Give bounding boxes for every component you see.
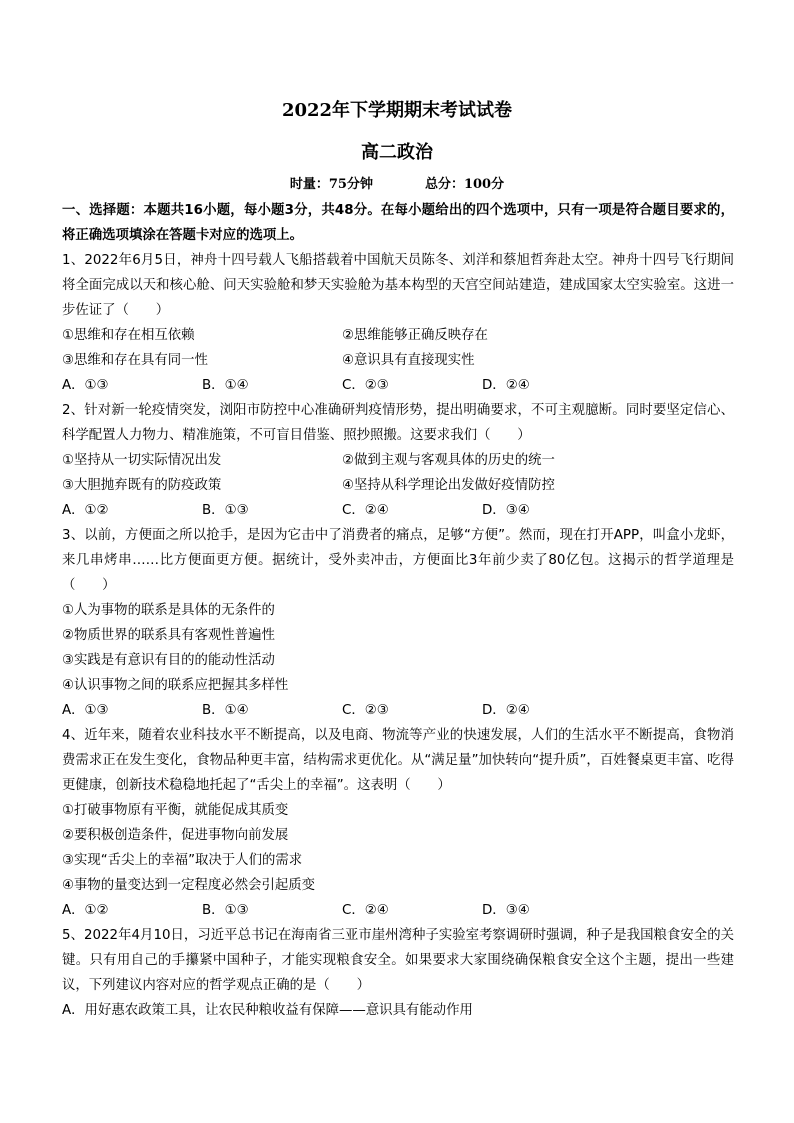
answer-choice: C．②③: [342, 378, 389, 393]
option: ③大胆抛弃既有的防疫政策: [62, 478, 222, 493]
answer-choice: B．①③: [202, 903, 249, 918]
answer-choice: A．①②: [62, 903, 109, 918]
answer-choices: [62, 373, 734, 398]
answer-choice: C．②④: [342, 503, 389, 518]
question-stem: 5、2022年4月10日，习近平总书记在海南省三亚市崖州湾种子实验室考察调研时强调，种子是我国粮食安全的关键。只有用自己的手攥紧中国种子，才能实现粮食安全。如果要求大家围绕确保粮食安全这个主题，提出一些建议，下列建议内容对应的哲学观点正确的是（ ）: [62, 928, 734, 993]
answer-choice: D．③④: [482, 503, 530, 518]
option-row: [62, 448, 734, 473]
answer-choice: B．①④: [202, 703, 249, 718]
option: ④坚持从科学理论出发做好疫情防控: [342, 478, 555, 493]
answer-choice: A．①②: [62, 503, 109, 518]
question-stem: 2、针对新一轮疫情突发，浏阳市防控中心准确研判疫情形势，提出明确要求，不可主观臆断。同时要坚定信心、科学配置人力物力、精准施策，不可盲目借鉴、照抄照搬。这要求我们（ ）: [62, 403, 734, 443]
answer-choice: A．①③: [62, 703, 109, 718]
question-stem: 3、以前，方便面之所以抢手，是因为它击中了消费者的痛点，足够“方便”。然而，现在打开APP，叫盒小龙虾，来几串烤串……比方便面更方便。据统计，受外卖冲击，方便面比3年前少卖了80亿包。这揭示的哲学道理是（ ）: [62, 528, 734, 593]
answer-choice: B．①③: [202, 503, 249, 518]
option: ④事物的量变达到一定程度必然会引起质变: [62, 878, 316, 893]
answer-choice: B．①④: [202, 378, 249, 393]
option: ①打破事物原有平衡，就能促成其质变: [62, 803, 289, 818]
subject-title: 高二政治: [361, 142, 433, 163]
exam-meta: [0, 173, 794, 192]
answer-choices: [62, 898, 734, 923]
option: ②物质世界的联系具有客观性普遍性: [62, 628, 275, 643]
option: ①坚持从一切实际情况出发: [62, 453, 222, 468]
answer-choice: D．③④: [482, 903, 530, 918]
option: ③思维和存在具有同一性: [62, 353, 208, 368]
answer-choice: D．②④: [482, 378, 530, 393]
answer-choice: A．①③: [62, 378, 109, 393]
option-row: [62, 473, 734, 498]
exam-content: [62, 198, 734, 1023]
option-row: [62, 323, 734, 348]
question-stem: 1、2022年6月5日，神舟十四号载人飞船搭载着中国航天员陈冬、刘洋和蔡旭哲奔赴太空。神舟十四号飞行期间将全面完成以天和核心舱、问天实验舱和梦天实验舱为基本构型的天宫空间站建造，建成国家太空实验室。这进一步佐证了（ ）: [62, 253, 734, 318]
option: ②思维能够正确反映存在: [342, 328, 488, 343]
option: ①思维和存在相互依赖: [62, 328, 195, 343]
total-score: 总分：100分: [424, 177, 505, 192]
question-stem: 4、近年来，随着农业科技水平不断提高，以及电商、物流等产业的快速发展，人们的生活水平不断提高，食物消费需求正在发生变化，食物品种更丰富，结构需求更优化。从“满足量”加快转向“提升质”，百姓餐桌更丰富、吃得更健康，创新技术稳稳地托起了“舌尖上的幸福”。这表明（ ）: [62, 728, 734, 793]
option: ④认识事物之间的联系应把握其多样性: [62, 678, 289, 693]
option: ②要积极创造条件，促进事物向前发展: [62, 828, 289, 843]
answer-choices: [62, 698, 734, 723]
answer-choices: [62, 498, 734, 523]
option: A．用好惠农政策工具，让农民种粮收益有保障——意识具有能动作用: [62, 1003, 473, 1018]
section-instruction: 一、选择题：本题共16小题，每小题3分，共48分。在每小题给出的四个选项中，只有一项是符合题目要求的，将正确选项填涂在答题卡对应的选项上。: [62, 203, 734, 243]
option: ④意识具有直接现实性: [342, 353, 475, 368]
answer-choice: D．②④: [482, 703, 530, 718]
exam-title: 2022年下学期期末考试试卷: [281, 100, 513, 121]
option: ②做到主观与客观具体的历史的统一: [342, 453, 555, 468]
time-limit: 时量：75分钟: [289, 177, 373, 192]
option-row: [62, 348, 734, 373]
option: ③实现“舌尖上的幸福”取决于人们的需求: [62, 853, 303, 868]
answer-choice: C．②③: [342, 703, 389, 718]
option: ①人为事物的联系是具体的无条件的: [62, 603, 275, 618]
option: ③实践是有意识有目的的能动性活动: [62, 653, 275, 668]
answer-choice: C．②④: [342, 903, 389, 918]
